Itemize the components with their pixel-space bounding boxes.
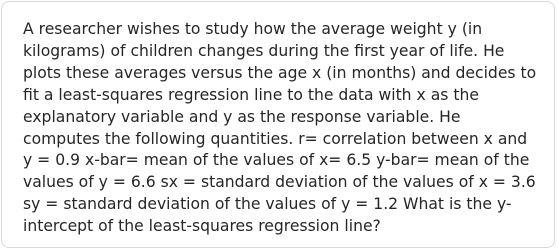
question-text: A researcher wishes to study how the average weight y (in kilograms) of children changes during the first year of life. He plots these averages versus the age x (in months) and decides to fit a least-squares regression line to the data with x as the explanatory variable and y as the response variable. He computes the following quantities. r= correlation between x and y = 0.9 x-bar= mean of the values of x= 6.5 y-bar= mean of the values of y = 6.6 sx = standard deviation of the values of x = 3.6 sy = standard deviation of the values of y = 1.2 What is the y-intercept of the least-squares regression line? <box>23 20 537 236</box>
question-card <box>1 1 555 248</box>
